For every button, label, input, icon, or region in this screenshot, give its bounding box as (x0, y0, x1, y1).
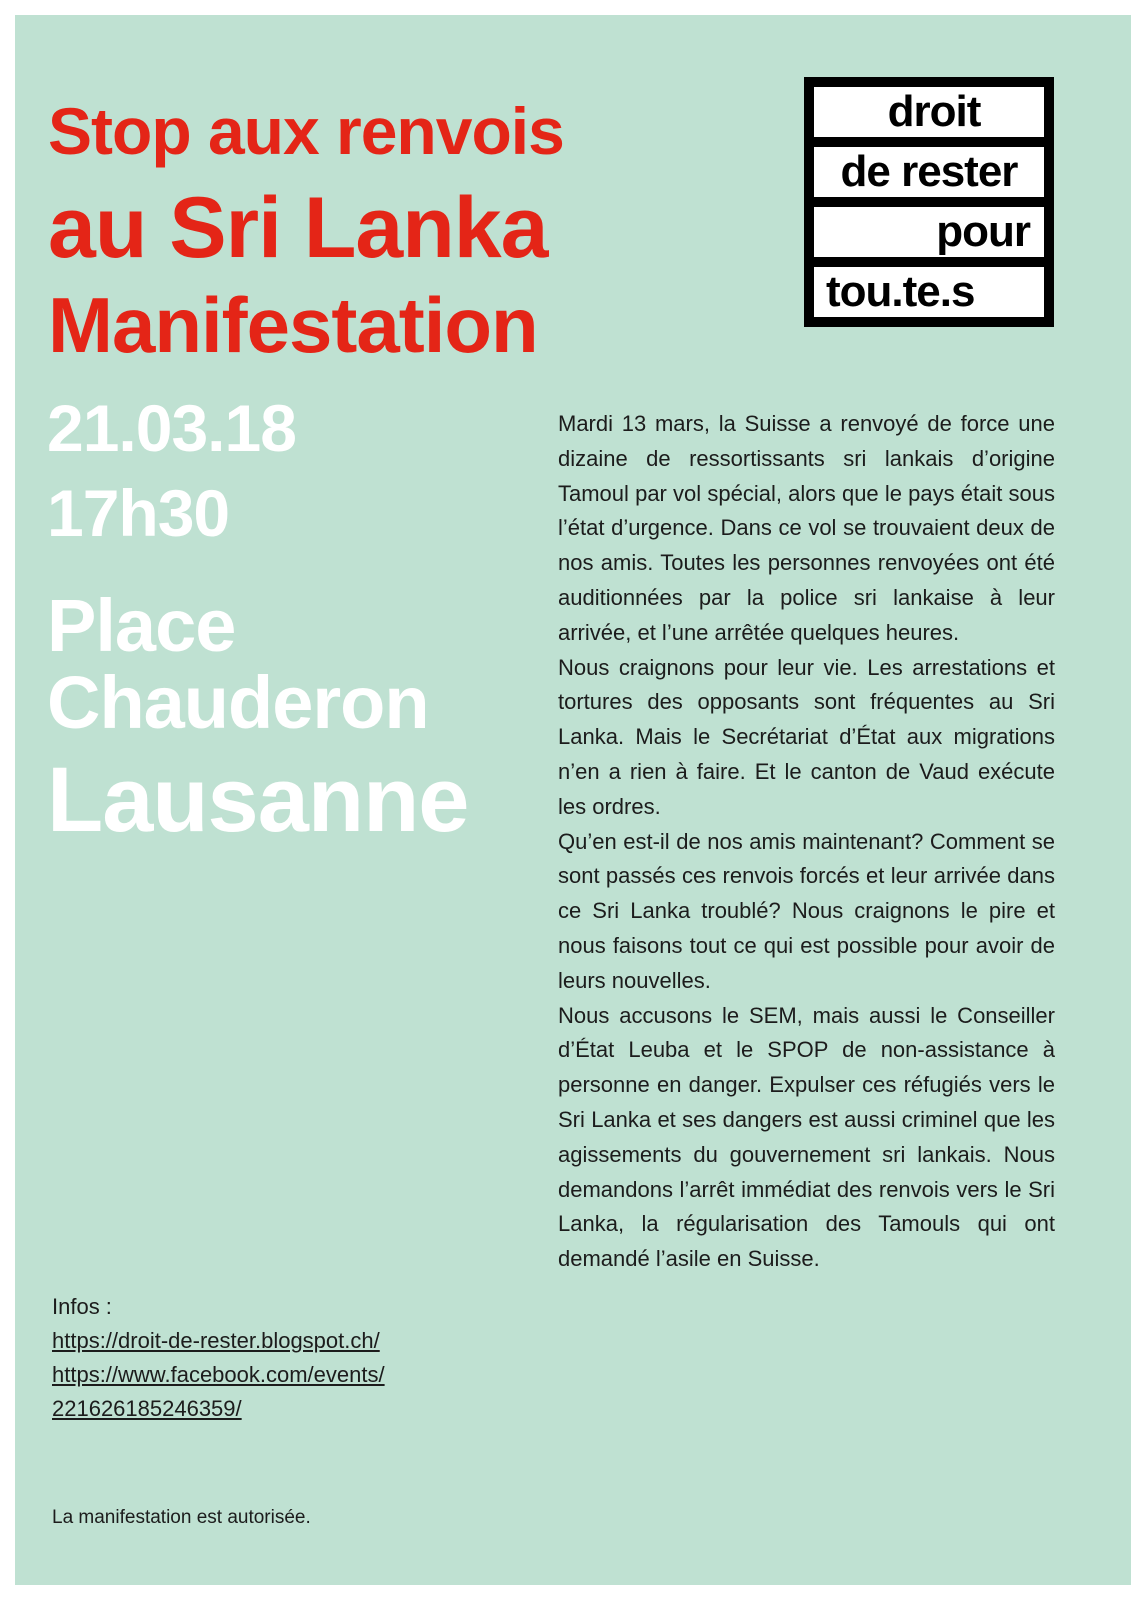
headline-line-2: au Sri Lanka (48, 180, 548, 276)
event-date: 21.03.18 (47, 391, 296, 465)
headline-line-1: Stop aux renvois (48, 94, 564, 168)
facebook-event-link-line-2[interactable]: 221626185246359/ (52, 1396, 242, 1421)
blog-link[interactable]: https://droit-de-rester.blogspot.ch/ (52, 1328, 380, 1353)
body-paragraph-3: Qu’en est-il de nos amis maintenant? Comment se sont passés ces renvois forcés et leur arrivée dans ce Sri Lanka troublé? Nous craignons le pire et nous faisons tout ce qui est possible pour avoir de leurs nouvelles. (558, 828, 1055, 993)
body-paragraph-1: Mardi 13 mars, la Suisse a renvoyé de force une dizaine de ressortissants sri lankais d’origine Tamoul par vol spécial, alors que le pays était sous l’état d’urgence. Dans ce vol se trouvaient deux de nos amis. Toutes les personnes renvoyées ont été auditionnées par la police sri lankaise à leur arrivée, et l’une arrêtée quelques heures. (558, 411, 1055, 645)
logo-line-1: droit (814, 87, 1044, 137)
event-place-line-1: Place (47, 584, 236, 667)
body-paragraph-2: Nous craignons pour leur vie. Les arrestations et tortures des opposants sont fréquentes au Sri Lanka. Mais le Secrétariat d’État aux migrations n’en a rien à faire. Et le canton de Vaud exécute les ordres. (558, 654, 1055, 819)
headline-line-3: Manifestation (48, 281, 538, 369)
authorization-note: La manifestation est autorisée. (52, 1507, 311, 1528)
logo-line-2: de rester (814, 147, 1044, 197)
event-city: Lausanne (47, 749, 469, 851)
body-paragraph-4: Nous accusons le SEM, mais aussi le Conseiller d’État Leuba et le SPOP de non-assistance à personne en danger. Expulser ces réfugiés vers le Sri Lanka et ses dangers est aussi criminel que les agissements du gouvernement sri lankais. Nous demandons l’arrêt immédiat des renvois vers le Sri Lanka, la régularisation des Tamouls qui ont demandé l’asile en Suisse. (558, 1002, 1055, 1272)
poster (15, 15, 1131, 1585)
facebook-event-link-line-1[interactable]: https://www.facebook.com/events/ (52, 1362, 385, 1387)
logo-line-4: tou.te.s (814, 267, 1044, 317)
logo-line-3: pour (814, 207, 1044, 257)
droit-de-rester-logo (804, 77, 1054, 327)
event-place-line-2: Chauderon (47, 661, 429, 744)
body-text (558, 407, 1055, 1277)
infos-label: Infos : (52, 1294, 112, 1319)
infos-block (52, 1290, 385, 1426)
event-time: 17h30 (47, 476, 230, 550)
